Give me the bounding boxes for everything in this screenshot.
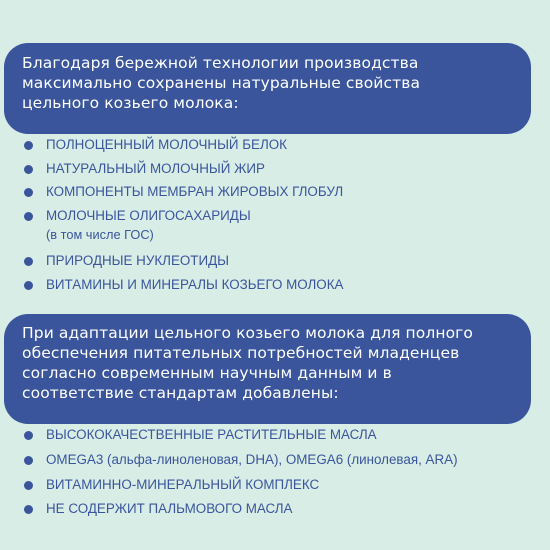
list-item-text: КОМПОНЕНТЫ МЕМБРАН ЖИРОВЫХ ГЛОБУЛ bbox=[46, 184, 344, 199]
adaptation-banner-line: согласно современным научным данным и в bbox=[22, 364, 392, 382]
intro-banner-line: цельного козьего молока: bbox=[22, 94, 239, 112]
bullet-dot-icon bbox=[24, 165, 33, 174]
list-item-text: НЕ СОДЕРЖИТ ПАЛЬМОВОГО МАСЛА bbox=[46, 501, 293, 516]
bullet-dot-icon bbox=[24, 281, 33, 290]
adaptation-banner bbox=[4, 314, 531, 424]
bullet-dot-icon bbox=[24, 481, 33, 490]
intro-banner bbox=[4, 43, 531, 134]
bullet-dot-icon bbox=[24, 212, 33, 221]
adaptation-banner-line: При адаптации цельного козьего молока для полного bbox=[22, 324, 474, 342]
list-item-text: ВЫСОКОКАЧЕСТВЕННЫЕ РАСТИТЕЛЬНЫЕ МАСЛА bbox=[46, 427, 377, 442]
list-item-text: НАТУРАЛЬНЫЙ МОЛОЧНЫЙ ЖИР bbox=[46, 161, 265, 176]
list-item-text: OMEGA3 (альфа-линоленовая, DHA), OMEGA6 (линолевая, ARA) bbox=[46, 452, 458, 467]
list-item-text: ВИТАМИННО-МИНЕРАЛЬНЫЙ КОМПЛЕКС bbox=[46, 477, 320, 492]
adaptation-banner-line: обеспечения питательных потребностей младенцев bbox=[22, 344, 460, 362]
bullet-dot-icon bbox=[24, 431, 33, 440]
bullet-dot-icon bbox=[24, 505, 33, 514]
list-item-text: ВИТАМИНЫ И МИНЕРАЛЫ КОЗЬЕГО МОЛОКА bbox=[46, 277, 344, 292]
list-item-text: МОЛОЧНЫЕ ОЛИГОСАХАРИДЫ bbox=[46, 208, 251, 223]
intro-banner-line: максимально сохранены натуральные свойства bbox=[22, 74, 421, 92]
intro-banner-line: Благодаря бережной технологии производства bbox=[22, 54, 419, 72]
list-item-subtext: (в том числе ГОС) bbox=[46, 227, 154, 242]
bullet-dot-icon bbox=[24, 257, 33, 266]
bullet-dot-icon bbox=[24, 141, 33, 150]
list-item-text: ПОЛНОЦЕННЫЙ МОЛОЧНЫЙ БЕЛОК bbox=[46, 137, 287, 152]
adaptation-banner-line: соответствие стандартам добавлены: bbox=[22, 384, 339, 402]
list-item-text: ПРИРОДНЫЕ НУКЛЕОТИДЫ bbox=[46, 253, 230, 268]
bullet-dot-icon bbox=[24, 456, 33, 465]
bullet-dot-icon bbox=[24, 188, 33, 197]
